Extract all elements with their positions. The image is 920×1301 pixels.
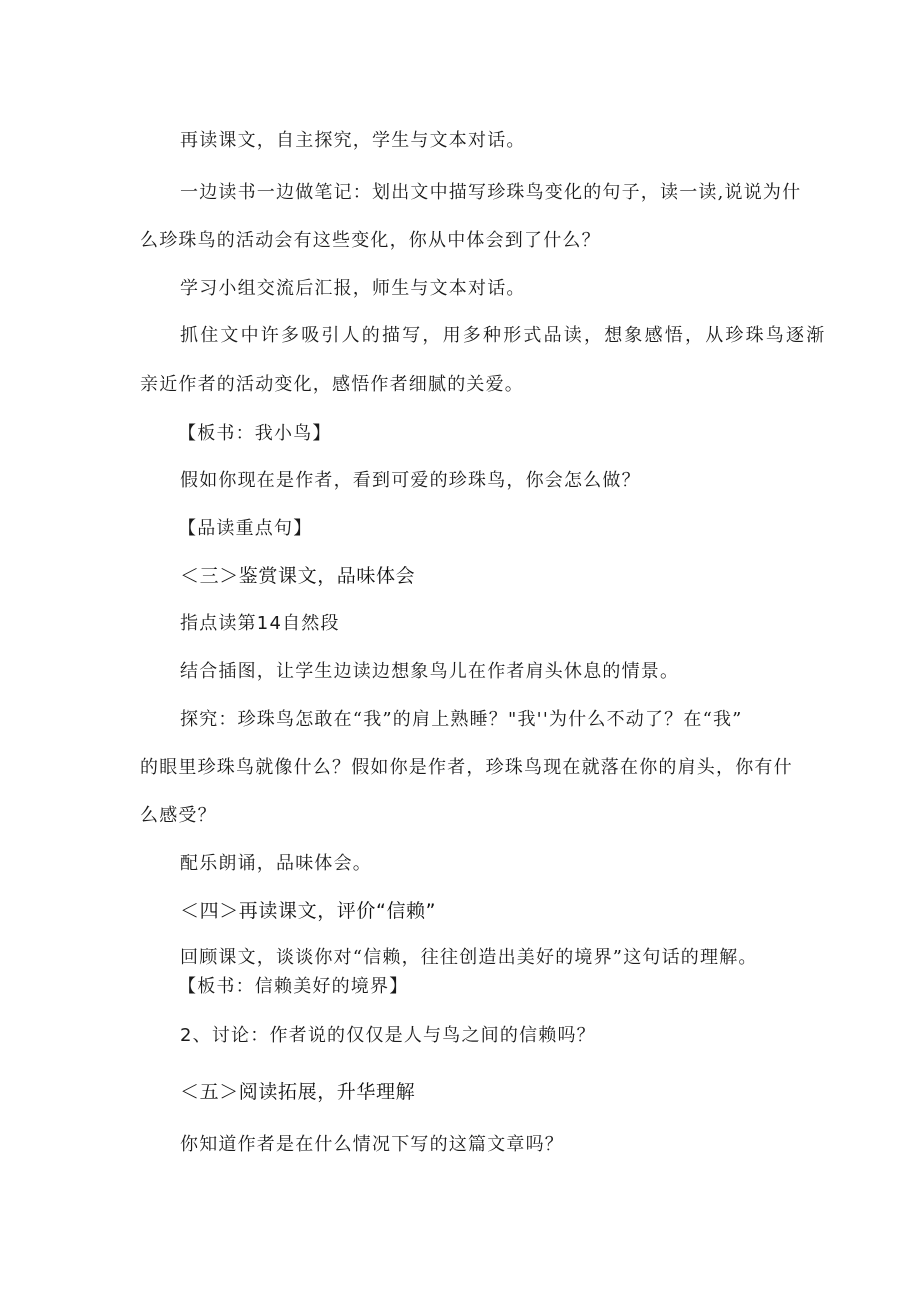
paragraph-inquiry-line-3: 么感受？ — [140, 805, 217, 826]
paragraph-reread-explore: 再读课文，自主探究，学生与文本对话。 — [180, 130, 526, 151]
section-heading-three: ＜三＞鉴赏课文，品味体会 — [180, 565, 416, 587]
label-key-sentences: 【品读重点句】 — [178, 518, 313, 539]
paragraph-read-paragraph-14: 指点读第14自然段 — [180, 613, 340, 634]
paragraph-illustration: 结合插图，让学生边读边想象鸟儿在作者肩头休息的情景。 — [180, 661, 680, 682]
paragraph-notes-line-2: 么珍珠鸟的活动会有这些变化，你从中体会到了什么？ — [140, 230, 601, 251]
paragraph-inquiry-line-2: 的眼里珍珠鸟就像什么？假如你是作者，珍珠鸟现在就落在你的肩头，你有什 — [140, 757, 793, 778]
paragraph-music-recitation: 配乐朗诵，品味体会。 — [180, 853, 372, 874]
paragraph-if-author: 假如你现在是作者，看到可爱的珍珠鸟，你会怎么做？ — [180, 470, 641, 491]
paragraph-discussion: 2、讨论：作者说的仅仅是人与鸟之间的信赖吗？ — [180, 1025, 596, 1046]
section-heading-five: ＜五＞阅读拓展，升华理解 — [180, 1081, 416, 1103]
section-heading-four: ＜四＞再读课文，评价“信赖” — [180, 900, 437, 922]
paragraph-descriptions-line-1: 抓住文中许多吸引人的描写，用多种形式品读，想象感悟，从珍珠鸟逐渐 — [180, 325, 827, 346]
paragraph-notes-line-1: 一边读书一边做笔记：划出文中描写珍珠鸟变化的句子，读一读,说说为什 — [180, 182, 802, 203]
board-note-trust: 【板书：信赖美好的境界】 — [178, 976, 409, 997]
paragraph-author-context: 你知道作者是在什么情况下写的这篇文章吗？ — [180, 1134, 564, 1155]
paragraph-descriptions-line-2: 亲近作者的活动变化，感悟作者细腻的关爱。 — [140, 374, 524, 395]
paragraph-review-trust: 回顾课文，谈谈你对“信赖，往往创造出美好的境界”这句话的理解。 — [180, 947, 758, 968]
paragraph-group-report: 学习小组交流后汇报，师生与文本对话。 — [180, 278, 526, 299]
paragraph-inquiry-line-1: 探究：珍珠鸟怎敢在“我”的肩上熟睡？"我''为什么不动了？在“我” — [180, 709, 743, 730]
board-note-bird: 【板书：我小鸟】 — [178, 423, 332, 444]
